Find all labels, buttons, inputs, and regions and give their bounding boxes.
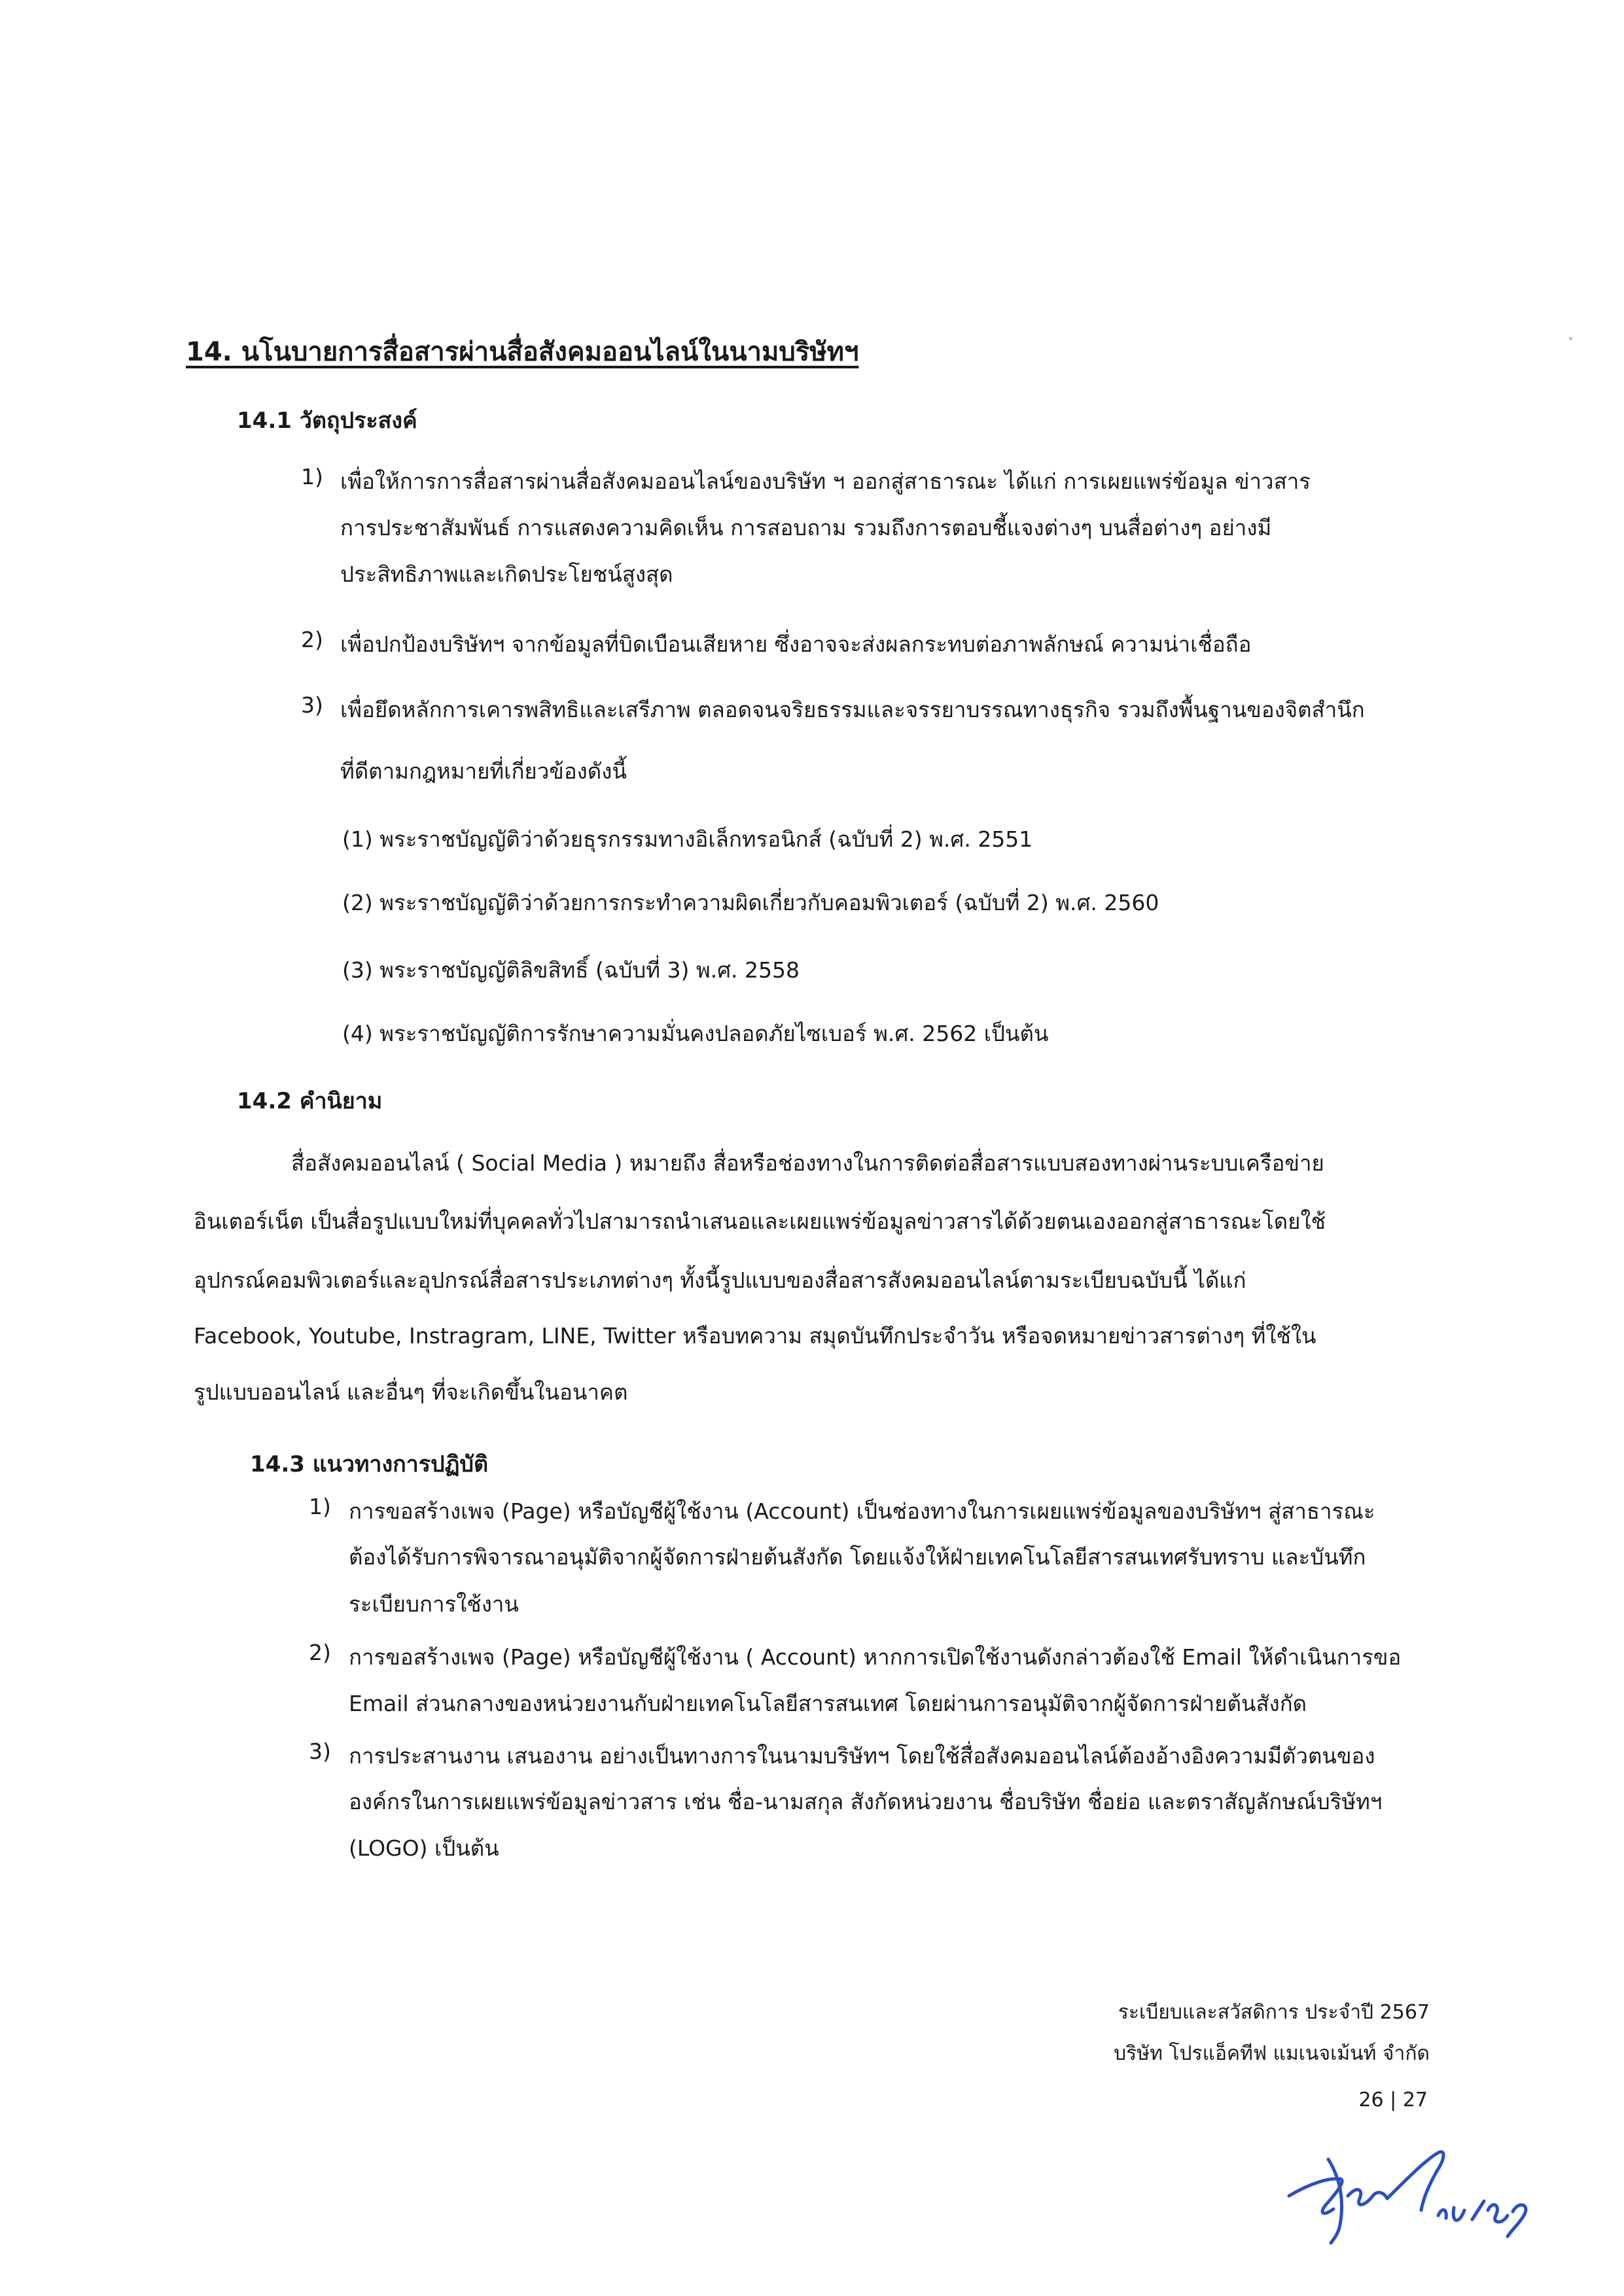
guideline-3-line-2: องค์กรในการเผยแพร่ข้อมูลข่าวสาร เช่น ชื่อ-นามสกุล สังกัดหน่วยงาน ชื่อบริษัท ชื่อย่อ และตราสัญลักษณ์บริษัทฯ [349,1789,1383,1814]
guideline-3-line-1: การประสานงาน เสนองาน อย่างเป็นทางการในนามบริษัทฯ โดยใช้สื่อสังคมออนไลน์ต้องอ้างอิงความมีตัวตนของ [349,1743,1375,1769]
law-item: (2) พระราชบัญญัติว่าด้วยการกระทำความผิดเกี่ยวกับคอมพิวเตอร์ (ฉบับที่ 2) พ.ศ. 2560 [342,890,1159,915]
footer-regulation: ระเบียบและสวัสดิการ ประจำปี 2567 [1118,2001,1430,2024]
definition-line-3: อุปกรณ์คอมพิวเตอร์และอุปกรณ์สื่อสารประเภทต่างๆ ทั้งนี้รูปแบบของสื่อสารสังคมออนไลน์ตามระเบียบฉบับนี้ ได้แก่ [194,1267,1246,1293]
objective-1-line-2: การประชาสัมพันธ์ การแสดงความคิดเห็น การสอบถาม รวมถึงการตอบชี้แจงต่างๆ บนสื่อต่างๆ อย่างมี [340,515,1272,540]
section-title: 14. นโนบายการสื่อสารผ่านสื่อสังคมออนไลน์ในนามบริษัทฯ [186,337,859,367]
list-number: 3) [301,692,323,718]
page-number: 26 | 27 [1358,2089,1428,2111]
definition-line-1: สื่อสังคมออนไลน์ ( Social Media ) หมายถึง สื่อหรือช่องทางในการติดต่อสื่อสารแบบสองทางผ่านระบบเครือข่าย [291,1150,1324,1176]
subsection-heading-guidelines: 14.3 แนวทางการปฏิบัติ [250,1451,489,1477]
subsection-heading-definitions: 14.2 คำนิยาม [237,1088,383,1114]
scan-speck [1569,337,1572,340]
definition-line-4: Facebook, Youtube, Instragram, LINE, Twitter หรือบทความ สมุดบันทึกประจำวัน หรือจดหมายข่าวสารต่างๆ ที่ใช้ใน [194,1323,1316,1349]
list-number: 2) [309,1640,331,1665]
guideline-1-line-1: การขอสร้างเพจ (Page) หรือบัญชีผู้ใช้งาน (Account) เป็นช่องทางในการเผยแพร่ข้อมูลของบริษัทฯ สู่สาธารณะ [349,1498,1375,1524]
list-number: 1) [301,464,323,489]
footer-company: บริษัท โปรแอ็คทีฟ แมเนจเม้นท์ จำกัด [1114,2042,1430,2065]
law-item: (3) พระราชบัญญัติลิขสิทธิ์ (ฉบับที่ 3) พ.ศ. 2558 [342,957,800,983]
list-number: 1) [309,1494,331,1519]
guideline-2-line-1: การขอสร้างเพจ (Page) หรือบัญชีผู้ใช้งาน ( Account) หากการเปิดใช้งานดังกล่าวต้องใช้ Email ให้ดำเนินการขอ [349,1644,1402,1670]
objective-2-line-1: เพื่อปกป้องบริษัทฯ จากข้อมูลที่บิดเบือนเสียหาย ซึ่งอาจจะส่งผลกระทบต่อภาพลักษณ์ ความน่าเชื่อถือ [340,631,1252,657]
guideline-3-line-3: (LOGO) เป็นต้น [349,1835,499,1861]
guideline-2-line-2: Email ส่วนกลางของหน่วยงานกับฝ่ายเทคโนโลยีสารสนเทศ โดยผ่านการอนุมัติจากผู้จัดการฝ่ายต้นสังกัด [349,1691,1307,1716]
guideline-1-line-2: ต้องได้รับการพิจารณาอนุมัติจากผู้จัดการฝ่ายต้นสังกัด โดยแจ้งให้ฝ่ายเทคโนโลยีสารสนเทศรับทราบ และบันทึก [349,1544,1366,1570]
objective-3-line-1: เพื่อยึดหลักการเคารพสิทธิและเสรีภาพ ตลอดจนจริยธรรมและจรรยาบรรณทางธุรกิจ รวมถึงพื้นฐานของจิตสำนึก [340,697,1365,722]
definition-line-5: รูปแบบออนไลน์ และอื่นๆ ที่จะเกิดขึ้นในอนาคต [194,1379,628,1405]
law-item: (4) พระราชบัญญัติการรักษาความมั่นคงปลอดภัยไซเบอร์ พ.ศ. 2562 เป็นต้น [342,1021,1049,1046]
objective-1-line-1: เพื่อให้การการสื่อสารผ่านสื่อสังคมออนไลน์ของบริษัท ฯ ออกสู่สาธารณะ ได้แก่ การเผยแพร่ข้อมูล ข่าวสาร [340,468,1311,494]
objective-3-line-2: ที่ดีตามกฎหมายที่เกี่ยวข้องดังนี้ [340,758,627,784]
definition-line-2: อินเตอร์เน็ต เป็นสื่อรูปแบบใหม่ที่บุคคลทั่วไปสามารถนำเสนอและเผยแพร่ข้อมูลข่าวสารได้ด้วยตนเองออกสู่สาธารณะโดยใช้ [194,1209,1326,1234]
law-item: (1) พระราชบัญญัติว่าด้วยธุรกรรมทางอิเล็กทรอนิกส์ (ฉบับที่ 2) พ.ศ. 2551 [342,826,1033,852]
handwritten-signature [1282,2133,1557,2251]
objective-1-line-3: ประสิทธิภาพและเกิดประโยชน์สูงสุด [340,561,673,587]
guideline-1-line-3: ระเบียบการใช้งาน [349,1591,519,1617]
subsection-heading-objectives: 14.1 วัตถุประสงค์ [237,408,417,434]
list-number: 2) [301,627,323,652]
list-number: 3) [309,1739,331,1764]
